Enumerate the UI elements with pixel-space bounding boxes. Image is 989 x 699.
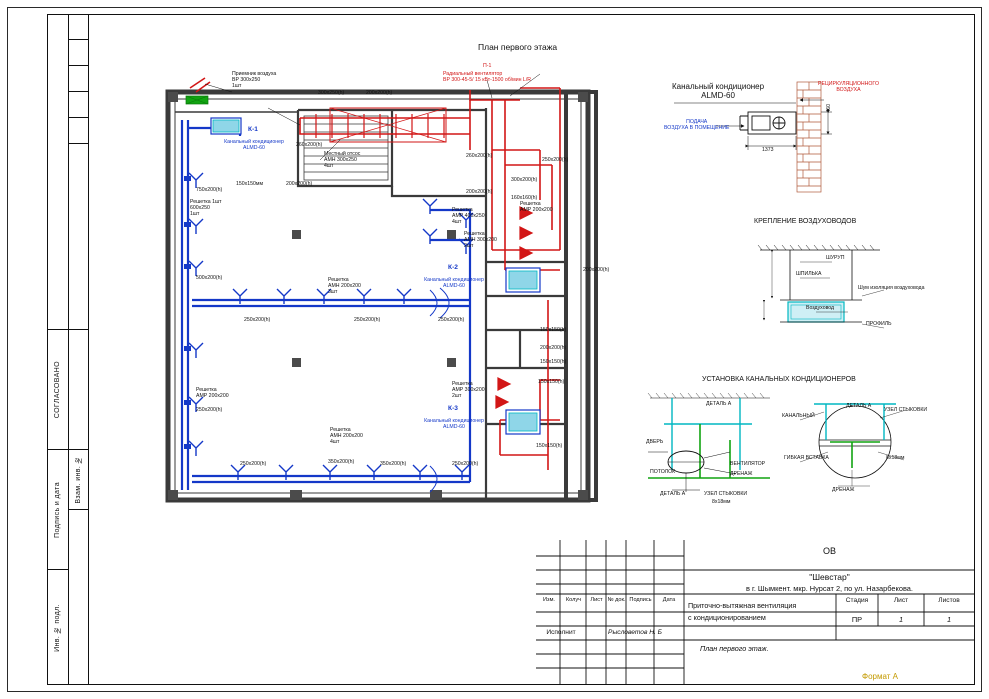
duct-label: 250х200(h): [196, 407, 223, 413]
duct-label: 250х200(h): [240, 461, 267, 467]
part-label-8x18b: 8х18мм: [886, 455, 905, 461]
duct-label: 260х200(h): [466, 153, 493, 159]
col-podpis: Подпись: [629, 597, 652, 603]
unit-name-k2: Канальный кондиционер ALMD-60: [424, 277, 484, 289]
unit-name-k3: Канальный кондиционер ALMD-60: [424, 418, 484, 430]
executor-name: Рысловетов Н. Б: [608, 629, 662, 636]
grille-note: Решетка АМР 200х200: [520, 201, 553, 213]
grille-note: Решетка АМР 400х250 4шт: [452, 207, 485, 225]
detail-dim-height: 460: [826, 104, 832, 113]
duct-label: 300х250(h): [318, 90, 345, 96]
part-label-potolok: ПОТОЛОК: [650, 469, 676, 475]
grille-note: Решетка АМР 300х200 2шт: [452, 381, 485, 399]
duct-label: 150х150(h): [540, 359, 567, 365]
title-block-top-label: ОВ: [822, 546, 836, 556]
grille-note: Решетка АМР 200х200: [196, 387, 229, 399]
grille-note: Решетка АМН 200х200 4шт: [330, 427, 363, 445]
list-value: 1: [898, 615, 904, 624]
part-label-shpilka: ШПИЛЬКА: [796, 271, 822, 277]
fan-note: Радиальный вентилятор ВР 300-45-5/ 15 кВт-1500 об/мин L/R: [443, 71, 532, 83]
duct-label: 200х200(h): [583, 267, 610, 273]
part-label-drenazh2: ДРЕНАЖ: [832, 487, 855, 493]
stadia-header: Стадия: [845, 597, 869, 604]
detail-ac-install-title: УСТАНОВКА КАНАЛЬНЫХ КОНДИЦИОНЕРОВ: [702, 376, 856, 383]
duct-label: 150х150(h): [536, 443, 563, 449]
part-label-8x18: 8х18мм: [712, 499, 731, 505]
grille-note: Местный отсос АМН 300х250 4шт: [324, 151, 361, 169]
duct-label: 350х200(h): [380, 461, 407, 467]
duct-label: 250х200(h): [244, 317, 271, 323]
stamp-soglasovano: СОГЛАСОВАНО: [54, 360, 61, 419]
part-label-detail-a2: ДЕТАЛЬ А: [660, 491, 686, 497]
part-label-gibkaya: ГИБКАЯ ВСТАВКА: [784, 455, 829, 461]
duct-label: 300х200(h): [511, 177, 538, 183]
part-label-uzel: УЗЕЛ СТЫКОВКИ: [704, 491, 748, 497]
unit-name-k1: Канальный кондиционер ALMD-60: [224, 139, 284, 151]
part-label-shumizol: Шум изоляция воздуховода: [858, 285, 925, 291]
duct-label: 200х200(h): [466, 189, 493, 195]
duct-label: 200х200(h): [366, 90, 393, 96]
duct-label: 750х200(h): [196, 187, 223, 193]
list-header: Лист: [893, 597, 909, 604]
detail-dim-width: 1373: [762, 147, 774, 153]
part-label-profil: ПРОФИЛЬ: [866, 321, 892, 327]
grille-note: Решетка 1шт 600х250 1шт: [190, 199, 222, 217]
duct-label: 250х200(h): [354, 317, 381, 323]
duct-label: 250х200(h): [452, 461, 479, 467]
part-label-uzel2: УЗЕЛ СТЫКОВКИ: [884, 407, 928, 413]
inlet-note: Приемник воздуха ВР 300х250 1шт: [232, 71, 277, 89]
detail-duct-ac-title: Канальный кондиционер ALMD-60: [672, 82, 765, 100]
listov-header: Листов: [938, 597, 960, 604]
detail-supply-label: ПОДАЧА ВОЗДУХА В ПОМЕЩЕНИЕ: [664, 119, 730, 131]
detail-duct-fix-title: КРЕПЛЕНИЕ ВОЗДУХОВОДОВ: [754, 218, 857, 225]
col-list: Лист: [590, 597, 603, 603]
listov-value: 1: [946, 615, 952, 624]
duct-label: 250х200(h): [542, 157, 569, 163]
fan-mark: П-1: [483, 63, 492, 69]
object-address: в г. Шымкент. мкр. Нурсат 2, по ул. Назарбекова.: [746, 584, 913, 593]
duct-label: 200х200(h): [286, 181, 313, 187]
unit-mark-k2: К-2: [448, 264, 458, 271]
stamp-vzam-inv: Взам. инв. №: [75, 455, 82, 504]
format-label: Формат А: [862, 672, 898, 681]
col-data: Дата: [662, 597, 676, 603]
part-label-shurup: ШУРУП: [826, 255, 845, 261]
grille-note: Решетка АМН 300х200 2шт: [464, 231, 497, 249]
part-label-ventilator: ВЕНТИЛЯТОР: [730, 461, 766, 467]
work-title-line1: Приточно-вытяжная вентиляция: [688, 601, 797, 610]
part-label-drenazh: ДРЕНАЖ: [730, 471, 753, 477]
duct-label: 150х150(h): [540, 327, 567, 333]
sheet-name: План первого этаж.: [700, 644, 769, 653]
part-label-detail-a3: ДЕТАЛЬ А: [846, 403, 872, 409]
duct-label: 150х150мм: [236, 181, 264, 187]
page-title: План первого этажа: [478, 42, 558, 52]
col-koluch: Колуч: [565, 597, 582, 603]
duct-label: 260х200(h): [296, 142, 323, 148]
grille-note: Решетка АМН 200х200 3шт: [328, 277, 361, 295]
duct-label: 200х200(h): [540, 345, 567, 351]
work-title-line2: с кондиционированием: [688, 613, 766, 622]
part-label-dver: ДВЕРЬ: [646, 439, 664, 445]
duct-label: 160х160(h): [511, 195, 538, 201]
unit-mark-k3: К-3: [448, 405, 458, 412]
row-label-executor: Исполнит: [546, 629, 576, 636]
col-izm: Изм.: [543, 597, 555, 603]
stadia-value: ПР: [851, 615, 863, 624]
part-label-vozduhovod: Воздуховод: [806, 305, 835, 311]
part-label-detail-a: ДЕТАЛЬ А: [706, 401, 732, 407]
part-label-kanalniy: КАНАЛЬНЫЙ: [782, 413, 815, 419]
duct-label: 350х200(h): [328, 459, 355, 465]
object-name: "Шевстар": [809, 572, 850, 582]
detail-recirc-label: РЕЦИРКУЛЯЦИОННОГО ВОЗДУХА: [818, 81, 879, 93]
stamp-inv-podl: Инв. № подл.: [54, 603, 61, 652]
col-ndok: № док.: [607, 597, 626, 603]
duct-label: 150х150(h): [538, 379, 565, 385]
stamp-podpis-data: Подпись и дата: [54, 481, 61, 538]
duct-label: 250х200(h): [438, 317, 465, 323]
duct-label: 500х200(h): [196, 275, 223, 281]
unit-mark-k1: К-1: [248, 126, 258, 133]
